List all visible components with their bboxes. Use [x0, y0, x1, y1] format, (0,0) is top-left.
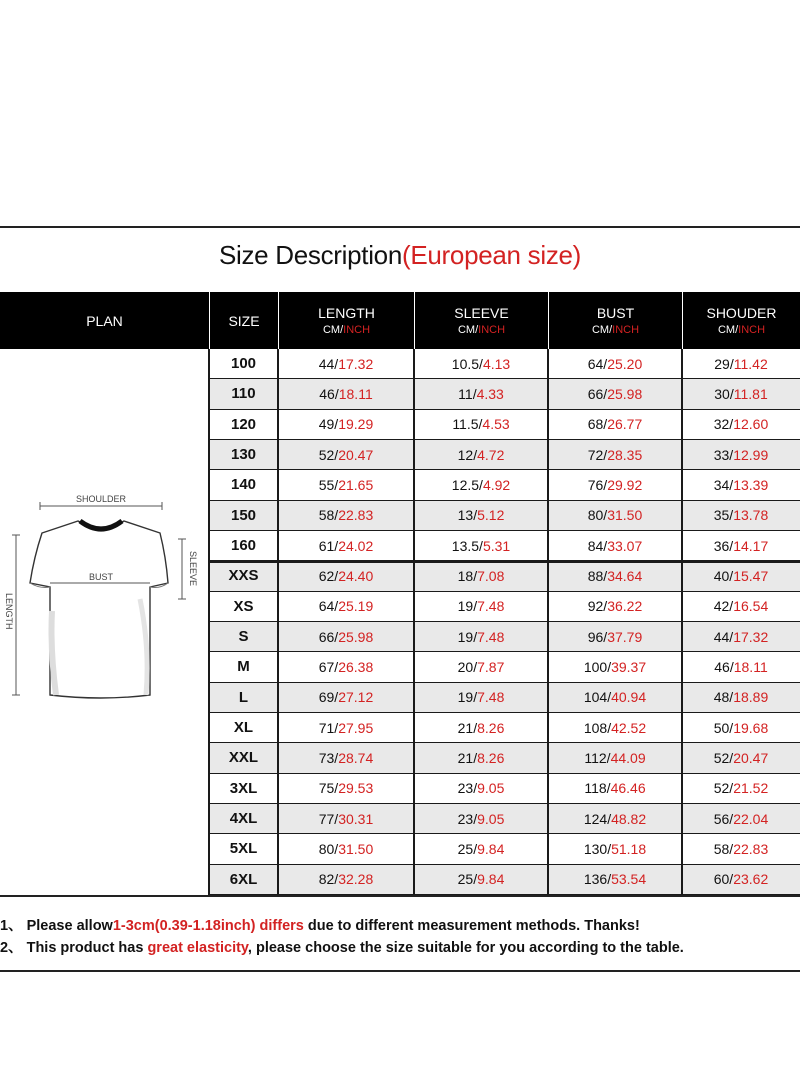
shoulder-cm-value: 29/: [714, 355, 734, 372]
sleeve-cell: [414, 592, 548, 621]
table-row: [209, 743, 800, 773]
page-title: [0, 240, 800, 271]
sleeve-cm-value: 23/: [457, 810, 478, 827]
length-cm-value: 66/: [318, 628, 339, 645]
sleeve-cm-value: 18/: [457, 567, 478, 584]
shoulder-inch-value: 13.78: [733, 507, 769, 524]
shoulder-cell: [682, 713, 800, 742]
shoulder-cell: [682, 349, 800, 378]
shoulder-cell: [682, 683, 800, 712]
length-cell: [278, 774, 414, 803]
bust-cell: [548, 774, 682, 803]
bust-inch-value: 42.52: [611, 719, 647, 736]
sleeve-inch-value: 7.08: [477, 567, 505, 584]
size-label: M: [237, 658, 250, 676]
header-length-unit: CM/INCH: [322, 324, 371, 336]
shoulder-cm-value: 50/: [713, 719, 734, 736]
sleeve-cell: [414, 531, 548, 560]
length-cell: [278, 410, 414, 439]
sleeve-cell: [414, 834, 548, 863]
length-inch-value: 31.50: [338, 840, 374, 857]
bust-inch-value: 44.09: [610, 749, 646, 766]
shoulder-cell: [682, 531, 800, 560]
sleeve-cm-value: 12/: [457, 446, 478, 463]
sleeve-inch-value: 4.92: [482, 476, 511, 493]
size-label: S: [238, 628, 249, 646]
header-shoulder: [683, 292, 800, 349]
length-cell: [278, 804, 414, 833]
bust-cm-value: 84/: [587, 537, 608, 554]
size-label: XXL: [228, 749, 259, 767]
shoulder-cm-value: 35/: [713, 507, 734, 524]
length-cm-value: 61/: [318, 537, 339, 554]
bust-cm-value: 136/: [583, 871, 612, 888]
sleeve-cell: [414, 440, 548, 469]
shoulder-cm-value: 52/: [713, 749, 734, 766]
sleeve-cell: [414, 410, 548, 439]
table-row: [209, 349, 800, 379]
sleeve-inch-value: 7.87: [477, 658, 505, 675]
bust-cell: [548, 561, 682, 590]
length-cm-value: 55/: [318, 476, 339, 493]
shoulder-inch-value: 13.39: [733, 476, 769, 493]
shoulder-cm-value: 52/: [713, 780, 734, 797]
length-cm-value: 49/: [318, 416, 339, 433]
shoulder-inch-value: 16.54: [733, 598, 769, 615]
header-length: [279, 292, 414, 349]
shoulder-cm-value: 30/: [714, 385, 734, 402]
shoulder-inch-value: 18.89: [733, 689, 769, 706]
length-inch-value: 17.32: [338, 355, 374, 372]
length-inch-value: 18.11: [338, 385, 373, 402]
sleeve-cm-value: 13.5/: [451, 537, 483, 554]
shoulder-cm-value: 34/: [713, 476, 734, 493]
sleeve-cm-value: 12.5/: [451, 476, 483, 493]
length-cell: [278, 470, 414, 499]
shoulder-cell: [682, 592, 800, 621]
header-sleeve-unit: CM/INCH: [457, 324, 506, 336]
size-label: 6XL: [229, 870, 258, 888]
header-size: [210, 292, 278, 349]
shoulder-inch-value: 11.42: [733, 355, 768, 372]
length-cm-value: 52/: [318, 446, 339, 463]
sleeve-cm-value: 19/: [457, 628, 478, 645]
length-cell: [278, 622, 414, 651]
header-bust-label: BUST: [596, 305, 635, 321]
bust-cm-value: 100/: [583, 658, 612, 675]
shoulder-inch-value: 17.32: [733, 628, 769, 645]
table-row: [209, 379, 800, 409]
shoulder-cell: [682, 834, 800, 863]
size-label: 110: [231, 385, 256, 403]
title-highlight: (European size): [402, 240, 582, 270]
shoulder-cell: [682, 865, 800, 894]
length-cm-value: 69/: [318, 689, 339, 706]
shoulder-cell: [682, 501, 800, 530]
bust-cell: [548, 501, 682, 530]
bust-cm-value: 118/: [584, 780, 611, 797]
bust-cm-value: 112/: [584, 749, 611, 766]
length-cm-value: 80/: [318, 840, 339, 857]
length-cm-value: 75/: [318, 780, 339, 797]
sleeve-inch-value: 4.72: [477, 446, 505, 463]
bust-cell: [548, 865, 682, 894]
sleeve-inch-value: 4.33: [476, 385, 504, 402]
length-cell: [278, 561, 414, 590]
table-row: [209, 834, 800, 864]
table-header: [0, 292, 800, 349]
bust-cell: [548, 713, 682, 742]
sleeve-cell: [414, 804, 548, 833]
length-cm-value: 44/: [318, 355, 339, 372]
bust-cm-value: 96/: [587, 628, 608, 645]
bust-inch-value: 25.98: [607, 385, 643, 402]
length-cell: [278, 531, 414, 560]
bust-inch-value: 34.64: [607, 567, 643, 584]
length-cell: [278, 652, 414, 681]
length-cm-value: 46/: [319, 385, 339, 402]
bust-cell: [548, 531, 682, 560]
table-row: [209, 592, 800, 622]
bust-inch-value: 51.18: [611, 840, 647, 857]
sleeve-cell: [414, 349, 548, 378]
length-inch-value: 30.31: [338, 810, 374, 827]
sleeve-cm-value: 10.5/: [451, 355, 483, 372]
table-row: [209, 865, 800, 895]
length-cell: [278, 743, 414, 772]
header-plan: [0, 292, 209, 349]
header-shoulder-unit: CM/INCH: [717, 324, 766, 336]
table-row: [209, 622, 800, 652]
bust-inch-value: 28.35: [607, 446, 643, 463]
shoulder-cm-value: 44/: [713, 628, 734, 645]
table-bottom-divider: [0, 895, 800, 897]
note-2: 2、 This product has great elasticity, please choose the size suitable for you according to the table.: [0, 940, 684, 956]
size-label: 150: [230, 506, 257, 524]
header-shoulder-label: SHOUDER: [706, 305, 777, 321]
bust-inch-value: 26.77: [607, 416, 643, 433]
shoulder-cell: [682, 652, 800, 681]
table-row: [209, 410, 800, 440]
tshirt-icon: [0, 349, 209, 895]
sleeve-cm-value: 19/: [457, 598, 478, 615]
length-cell: [278, 440, 414, 469]
length-inch-value: 25.98: [338, 628, 374, 645]
shoulder-inch-value: 22.83: [733, 840, 769, 857]
length-cell: [278, 865, 414, 894]
header-sleeve: [415, 292, 548, 349]
size-label: L: [238, 688, 249, 706]
size-label: 5XL: [229, 840, 258, 858]
shoulder-inch-value: 12.99: [733, 446, 769, 463]
shoulder-inch-value: 20.47: [733, 749, 769, 766]
bust-cm-value: 68/: [587, 416, 608, 433]
shoulder-cm-value: 56/: [713, 810, 734, 827]
shoulder-inch-value: 22.04: [733, 810, 769, 827]
length-inch-value: 29.53: [338, 780, 374, 797]
shoulder-cm-value: 60/: [713, 871, 734, 888]
shoulder-inch-value: 14.17: [733, 537, 769, 554]
sleeve-cm-value: 11.5/: [452, 416, 483, 433]
shoulder-inch-value: 19.68: [733, 719, 769, 736]
sleeve-cell: [414, 501, 548, 530]
sleeve-cm-value: 21/: [457, 719, 478, 736]
bust-cell: [548, 440, 682, 469]
bust-inch-value: 25.20: [607, 355, 643, 372]
header-size-label: SIZE: [228, 312, 260, 329]
shoulder-cell: [682, 622, 800, 651]
length-inch-value: 27.95: [338, 719, 374, 736]
shoulder-cell: [682, 743, 800, 772]
length-inch-value: 28.74: [338, 749, 374, 766]
size-label: XL: [233, 719, 254, 737]
bust-cell: [548, 652, 682, 681]
bust-cm-value: 76/: [587, 476, 608, 493]
sleeve-cell: [414, 713, 548, 742]
length-cell: [278, 349, 414, 378]
bust-cell: [548, 622, 682, 651]
sleeve-cell: [414, 379, 548, 408]
sleeve-inch-value: 5.31: [482, 537, 511, 554]
top-divider: [0, 226, 800, 228]
bottom-divider: [0, 970, 800, 972]
size-label: 3XL: [229, 779, 258, 797]
length-cm-value: 77/: [318, 810, 339, 827]
table-row: [209, 804, 800, 834]
bust-cell: [548, 683, 682, 712]
table-row: [209, 501, 800, 531]
diagram-bust-label: BUST: [88, 572, 114, 582]
bust-cell: [548, 834, 682, 863]
bust-cm-value: 104/: [583, 689, 612, 706]
table-row: [209, 652, 800, 682]
sleeve-inch-value: 9.84: [477, 840, 505, 857]
bust-inch-value: 31.50: [607, 507, 643, 524]
shoulder-inch-value: 21.52: [733, 780, 769, 797]
diagram-shoulder-label: SHOULDER: [75, 494, 127, 504]
sleeve-cell: [414, 683, 548, 712]
shoulder-cm-value: 46/: [714, 658, 734, 675]
bust-cell: [548, 592, 682, 621]
tshirt-diagram: [0, 349, 209, 895]
sleeve-inch-value: 7.48: [477, 598, 505, 615]
shoulder-inch-value: 11.81: [733, 385, 768, 402]
bust-inch-value: 36.22: [607, 598, 643, 615]
bust-cm-value: 124/: [583, 810, 612, 827]
sleeve-cell: [414, 865, 548, 894]
length-cell: [278, 501, 414, 530]
title-main: Size Description: [218, 240, 402, 270]
bust-cm-value: 64/: [587, 355, 608, 372]
sleeve-inch-value: 9.05: [477, 810, 505, 827]
bust-inch-value: 53.54: [611, 871, 647, 888]
length-cell: [278, 683, 414, 712]
header-length-label: LENGTH: [318, 305, 375, 321]
sleeve-cm-value: 21/: [457, 749, 478, 766]
diagram-sleeve-label: SLEEVE: [188, 551, 198, 587]
bust-inch-value: 40.94: [611, 689, 647, 706]
length-inch-value: 32.28: [338, 871, 374, 888]
length-cm-value: 64/: [318, 598, 339, 615]
shoulder-cell: [682, 410, 800, 439]
length-cm-value: 73/: [318, 749, 339, 766]
sleeve-cm-value: 20/: [457, 658, 478, 675]
table-row: [209, 713, 800, 743]
bust-cell: [548, 804, 682, 833]
size-label: 130: [230, 446, 257, 464]
shoulder-cm-value: 33/: [713, 446, 734, 463]
shoulder-inch-value: 23.62: [733, 871, 769, 888]
shoulder-cm-value: 32/: [713, 416, 734, 433]
size-label: 4XL: [229, 810, 258, 828]
size-label: XXS: [228, 567, 259, 585]
sleeve-inch-value: 8.26: [477, 719, 505, 736]
bust-cm-value: 66/: [587, 385, 608, 402]
table-row: [209, 774, 800, 804]
size-label: 140: [230, 476, 257, 494]
sleeve-inch-value: 8.26: [477, 749, 505, 766]
bust-inch-value: 37.79: [607, 628, 643, 645]
shoulder-cm-value: 40/: [713, 567, 734, 584]
length-inch-value: 20.47: [338, 446, 374, 463]
size-label: 120: [230, 415, 257, 433]
sleeve-cm-value: 25/: [457, 871, 478, 888]
sleeve-cell: [414, 470, 548, 499]
sleeve-cell: [414, 743, 548, 772]
length-cell: [278, 379, 414, 408]
sleeve-inch-value: 7.48: [477, 628, 505, 645]
shoulder-cell: [682, 440, 800, 469]
table-row: [209, 561, 800, 591]
bust-inch-value: 46.46: [610, 780, 646, 797]
bust-cell: [548, 410, 682, 439]
sleeve-cm-value: 23/: [457, 780, 478, 797]
shoulder-cell: [682, 774, 800, 803]
bust-cell: [548, 349, 682, 378]
header-sleeve-label: SLEEVE: [454, 305, 509, 321]
shoulder-cm-value: 36/: [713, 537, 734, 554]
bust-cell: [548, 743, 682, 772]
bust-cm-value: 92/: [587, 598, 608, 615]
length-cm-value: 82/: [318, 871, 339, 888]
length-cm-value: 62/: [318, 567, 339, 584]
bust-inch-value: 48.82: [611, 810, 647, 827]
size-label: XS: [233, 597, 254, 615]
size-label: 160: [230, 537, 257, 555]
length-cell: [278, 592, 414, 621]
sleeve-inch-value: 7.48: [477, 689, 505, 706]
table-row: [209, 683, 800, 713]
length-inch-value: 26.38: [338, 658, 374, 675]
header-plan-label: PLAN: [86, 312, 123, 329]
bust-cm-value: 80/: [587, 507, 608, 524]
sleeve-inch-value: 9.05: [477, 780, 505, 797]
shoulder-cm-value: 58/: [713, 840, 734, 857]
bust-cm-value: 130/: [583, 840, 612, 857]
bust-inch-value: 29.92: [607, 476, 643, 493]
diagram-length-label: LENGTH: [4, 593, 14, 630]
length-cell: [278, 834, 414, 863]
sleeve-cm-value: 11/: [458, 385, 477, 402]
bust-cm-value: 108/: [583, 719, 612, 736]
sleeve-cm-value: 13/: [457, 507, 478, 524]
length-inch-value: 24.02: [338, 537, 374, 554]
sleeve-inch-value: 4.13: [482, 355, 511, 372]
sleeve-inch-value: 9.84: [477, 871, 505, 888]
sleeve-cell: [414, 652, 548, 681]
shoulder-cell: [682, 804, 800, 833]
bust-cm-value: 88/: [587, 567, 608, 584]
bust-inch-value: 39.37: [611, 658, 647, 675]
table-row: [209, 531, 800, 561]
sleeve-cell: [414, 561, 548, 590]
shoulder-cm-value: 42/: [713, 598, 734, 615]
note-1: 1、 Please allow1-3cm(0.39-1.18inch) differs due to different measurement methods. Thanks!: [0, 918, 640, 934]
header-bust-unit: CM/INCH: [591, 324, 640, 336]
header-bust: [549, 292, 682, 349]
sleeve-inch-value: 4.53: [482, 416, 510, 433]
length-inch-value: 22.83: [338, 507, 374, 524]
bust-inch-value: 33.07: [607, 537, 643, 554]
table-row: [209, 440, 800, 470]
sleeve-cm-value: 19/: [457, 689, 478, 706]
length-inch-value: 25.19: [338, 598, 374, 615]
length-cell: [278, 713, 414, 742]
shoulder-cm-value: 48/: [713, 689, 734, 706]
bust-cell: [548, 379, 682, 408]
length-cm-value: 58/: [318, 507, 339, 524]
sleeve-cm-value: 25/: [457, 840, 478, 857]
size-label: 100: [230, 355, 257, 373]
shoulder-inch-value: 18.11: [733, 658, 768, 675]
length-inch-value: 27.12: [338, 689, 374, 706]
length-cm-value: 71/: [318, 719, 339, 736]
sleeve-cell: [414, 774, 548, 803]
length-inch-value: 21.65: [338, 476, 374, 493]
shoulder-cell: [682, 379, 800, 408]
length-inch-value: 19.29: [338, 416, 374, 433]
shoulder-cell: [682, 470, 800, 499]
length-inch-value: 24.40: [338, 567, 374, 584]
bust-cell: [548, 470, 682, 499]
table-row: [209, 470, 800, 500]
shoulder-cell: [682, 561, 800, 590]
bust-cm-value: 72/: [587, 446, 608, 463]
shoulder-inch-value: 12.60: [733, 416, 769, 433]
sleeve-inch-value: 5.12: [477, 507, 505, 524]
sleeve-cell: [414, 622, 548, 651]
length-cm-value: 67/: [318, 658, 339, 675]
shoulder-inch-value: 15.47: [733, 567, 769, 584]
